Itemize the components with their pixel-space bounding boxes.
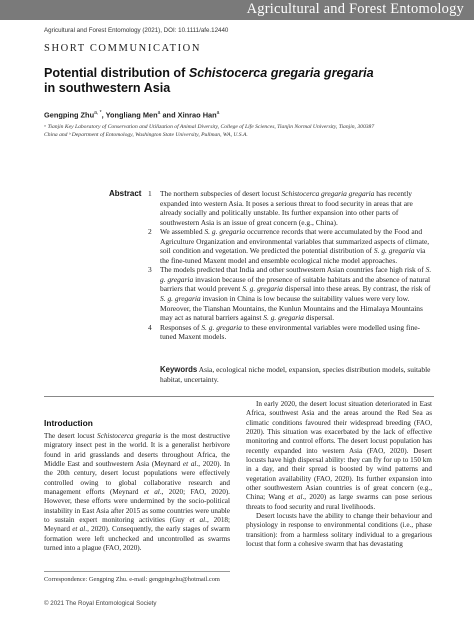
abstract-item-number: 4 — [148, 322, 152, 332]
italic-text-run: S. g. gregaria — [160, 294, 201, 304]
text-run: Desert locusts have the ability to change their behaviour and physiology in response to environmental conditions (i.e., phase transition): from a harmless solitary individual to a gregarious locust that form a cohesive swarm that has devastating — [246, 512, 432, 549]
text-run: dispersal. — [303, 313, 335, 323]
introduction-paragraph — [44, 432, 230, 553]
journal-name: Agricultural and Forest Entomology — [246, 1, 464, 17]
text-run: invasion because of the presence of suitable habitats and the absence of natural barriers that would prevent — [160, 274, 431, 294]
title-line2: in southwestern Asia — [44, 81, 171, 95]
title-prefix: Potential distribution of — [44, 66, 189, 80]
abstract-item — [148, 323, 434, 342]
citation-line: Agricultural and Forest Entomology (2021), DOI: 10.1111/afe.12440 — [44, 27, 229, 34]
text-run: ., 2020). In the 20th century, desert locust populations were effectively controlled owing to global collaborative research and management efforts (Meynard — [44, 460, 230, 497]
author-list — [44, 110, 219, 119]
italic-text-run: et al — [288, 493, 303, 502]
author-marks: a, * — [94, 110, 102, 116]
italic-text-run: S. g. gregaria — [242, 284, 283, 294]
keywords — [160, 365, 434, 384]
introduction-heading: Introduction — [44, 418, 93, 428]
footnote-divider — [44, 571, 230, 572]
abstract-label: Abstract — [109, 189, 142, 198]
italic-text-run: S. g. gregaria — [373, 246, 415, 256]
text-run: invasion in China is low because the suitability values were very low. Moreover, the Tianshan Mountains, the Kunlun Mountains and the Himalaya Mountains may act as natural barriers against — [160, 294, 423, 323]
text-run: Responses of — [160, 322, 202, 332]
affiliation-line: ᵃ Tianjin Key Laboratory of Conservation and Utilization of Animal Diversity, College of Life Sciences, Tianjin Normal University, Tianjin, 300387 — [44, 124, 375, 130]
text-run: The models predicted that India and other southwestern Asian countries face high risk of — [160, 265, 426, 275]
abstract-item-number: 1 — [148, 189, 152, 198]
italic-text-run: Schistocerca gregaria gregaria — [281, 189, 375, 198]
text-run: has recently expanded into western Asia. It poses a serious threat to food security in areas that are already socially and politically unstable. Its further expansion into other parts of southwestern Asia is an issue of great concern (e.g., China). — [160, 189, 413, 227]
keywords-label: Keywords — [160, 365, 198, 374]
copyright-line: © 2021 The Royal Entomological Society — [44, 600, 157, 607]
text-run: is the most destructive migratory insect pest in the world. It is a generalist herbivore found in arid grasslands and deserts throughout Africa, the Middle East and southwestern Asia (Meynard — [44, 432, 230, 469]
journal-banner — [0, 0, 474, 20]
text-run: ., 2018; Meynard — [44, 516, 231, 534]
text-run: The northern subspecies of desert locust — [160, 189, 282, 198]
text-run: ., 2020). Consequently, the early stages of swarm formation were left unchecked and uncontrolled as swarms turned into a plague (FAO, 2020). — [44, 525, 230, 553]
italic-text-run: et al — [189, 516, 206, 525]
introduction-paragraph — [246, 400, 432, 512]
author-name: Yongliang Men — [105, 110, 158, 120]
italic-text-run: S. g. gregaria — [201, 322, 242, 332]
author-marks: a — [157, 110, 161, 116]
text-run: The desert locust — [44, 432, 98, 440]
text-run: ., 2020) as large swarms can pose serious threats to food security and rural livelihoods. — [246, 493, 432, 511]
author-name: Gengping Zhu — [44, 110, 95, 120]
text-run: via the fine-tuned Maxent model and ensemble ecological niche model approaches. — [160, 246, 426, 265]
italic-text-run: S. g. gregaria — [204, 227, 246, 237]
italic-text-run: et al — [182, 460, 197, 469]
column-right — [246, 400, 432, 550]
italic-text-run: S. g. gregaria — [160, 265, 432, 284]
abstract-item-number: 3 — [148, 265, 152, 275]
text-run: occurrence records that were accumulated by the Food and Agriculture Organization and environmental variables that summarized aspects of climate, soil condition and vegetation. We predicted the potential distribution of — [160, 227, 430, 256]
section-type: SHORT COMMUNICATION — [44, 43, 202, 54]
text-run: In early 2020, the desert locust situation deteriorated in East Africa, southwest Asia and the areas around the Red Sea as climatic conditions favoured their widespread breeding (FAO, 2020). This situation was exacerbated by the lack of effective monitoring and control efforts. The desert locust population has recently expanded into western Asia (FAO, 2020). Desert locusts have high dispersal ability: they can fly for up to 150 km in a day, and their spread is boosted by wind patterns and vegetation availability (FAO, 2020). Its further expansion into other southwestern Asian countries is of great concern (e.g., China; Wang — [246, 400, 432, 502]
article-title — [44, 66, 464, 96]
text-run: to these environmental variables were modelled using fine-tuned Maxent models. — [160, 322, 420, 342]
abstract-body — [148, 189, 434, 342]
italic-text-run: Schistocerca gregaria — [97, 432, 161, 440]
affiliation-line: China and ᵇ Department of Entomology, Washington State University, Pullman, WA, U.S.A. — [44, 131, 248, 138]
text-run: ., 2020; FAO, 2020). However, these efforts were undermined by the socio-political instability in East Asia after 2015 as some countries were unable to sustain expert monitoring activities (Guy — [44, 488, 230, 525]
abstract-item — [148, 265, 434, 322]
author-separator: , — [101, 110, 106, 120]
author-name: Xinrao Han — [177, 110, 217, 120]
italic-text-run: S. g. gregaria — [263, 313, 304, 323]
author-separator: and — [160, 110, 178, 120]
author-marks: a — [216, 110, 220, 116]
abstract-item — [148, 227, 434, 265]
abstract-item-number: 2 — [148, 227, 152, 237]
column-left — [44, 400, 230, 553]
section-divider — [44, 396, 434, 397]
text-run: We assembled — [160, 227, 205, 237]
affiliations — [44, 124, 454, 139]
text-run: dispersal into these areas. By contrast, the risk of — [282, 284, 431, 294]
keywords-text: Asia, ecological niche model, expansion, species distribution models, suitable habitat, uncertainty. — [160, 365, 431, 384]
italic-text-run: et al — [143, 488, 160, 497]
abstract-item — [148, 189, 434, 227]
correspondence-note: Correspondence: Gengping Zhu. e-mail: gengpingzhu@hotmail.com — [44, 576, 220, 583]
introduction-paragraph — [246, 512, 432, 549]
italic-text-run: et al — [72, 525, 86, 534]
title-species: Schistocerca gregaria gregaria — [188, 66, 374, 80]
